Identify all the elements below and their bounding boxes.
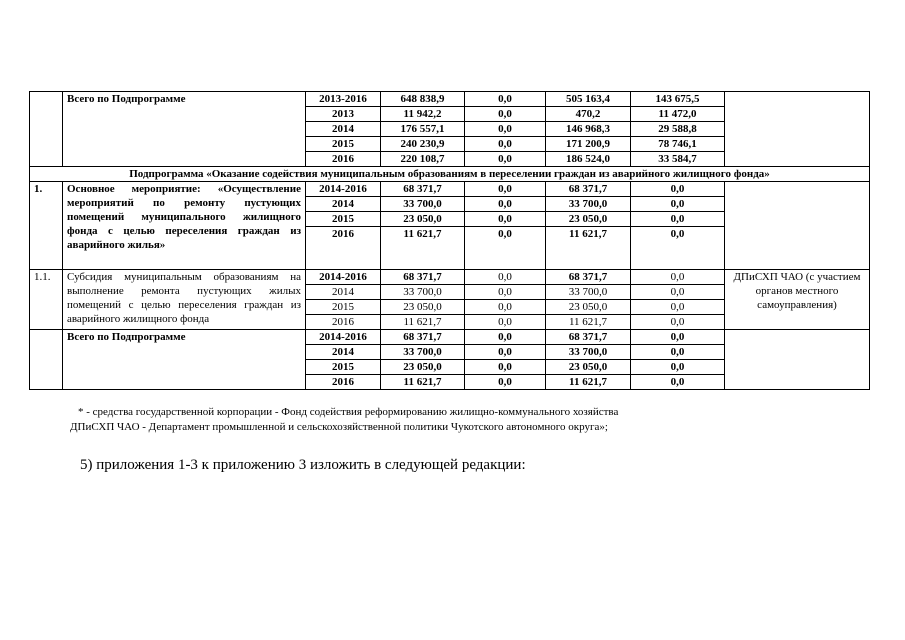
federal-cell: 0,0	[465, 137, 546, 152]
federal-cell: 0,0	[465, 92, 546, 107]
regional-cell: 68 371,7	[546, 270, 631, 285]
year-cell: 2015	[306, 360, 381, 375]
year-cell: 2014-2016	[306, 330, 381, 345]
total-cell: 11 621,7	[381, 315, 465, 330]
year-cell: 2015	[306, 137, 381, 152]
year-cell: 2015	[306, 212, 381, 227]
local-cell: 0,0	[631, 227, 725, 270]
total-cell: 23 050,0	[381, 300, 465, 315]
federal-cell: 0,0	[465, 197, 546, 212]
year-cell: 2016	[306, 227, 381, 270]
row-number-cell	[30, 92, 63, 167]
table-row	[30, 270, 870, 285]
year-cell: 2016	[306, 375, 381, 390]
federal-cell: 0,0	[465, 360, 546, 375]
item-description: Субсидия муниципальным образованиям на выполнение ремонта пустующих жилых помещений с целью переселения граждан из аварийного жилищного фонда	[63, 270, 306, 330]
federal-cell: 0,0	[465, 300, 546, 315]
regional-cell: 505 163,4	[546, 92, 631, 107]
federal-cell: 0,0	[465, 152, 546, 167]
regional-cell: 68 371,7	[546, 330, 631, 345]
footnote-funding-source: * - средства государственной корпорации - Фонд содействия реформированию жилищно-коммунального хозяйства	[78, 406, 619, 418]
table-row	[30, 92, 870, 107]
footnote-abbreviation: ДПиСХП ЧАО - Департамент промышленной и сельскохозяйственной политики Чукотского автономного округа»;	[70, 421, 608, 433]
local-cell: 33 584,7	[631, 152, 725, 167]
total-cell: 33 700,0	[381, 197, 465, 212]
year-cell: 2016	[306, 152, 381, 167]
year-cell: 2014	[306, 345, 381, 360]
federal-cell: 0,0	[465, 270, 546, 285]
federal-cell: 0,0	[465, 122, 546, 137]
total-cell: 240 230,9	[381, 137, 465, 152]
federal-cell: 0,0	[465, 330, 546, 345]
local-cell: 11 472,0	[631, 107, 725, 122]
regional-cell: 470,2	[546, 107, 631, 122]
federal-cell: 0,0	[465, 227, 546, 270]
local-cell: 0,0	[631, 375, 725, 390]
local-cell: 0,0	[631, 315, 725, 330]
year-cell: 2013-2016	[306, 92, 381, 107]
regional-cell: 23 050,0	[546, 300, 631, 315]
regional-cell: 33 700,0	[546, 197, 631, 212]
local-cell: 0,0	[631, 197, 725, 212]
executor-cell	[725, 182, 870, 270]
local-cell: 143 675,5	[631, 92, 725, 107]
year-cell: 2013	[306, 107, 381, 122]
local-cell: 0,0	[631, 330, 725, 345]
subprogram-total-label: Всего по Подпрограмме	[63, 330, 306, 390]
year-cell: 2014-2016	[306, 182, 381, 197]
local-cell: 29 588,8	[631, 122, 725, 137]
subprogram-title: Подпрограмма «Оказание содействия муниципальным образованиям в переселении граждан из аварийного жилищного фонда»	[30, 167, 870, 182]
federal-cell: 0,0	[465, 315, 546, 330]
total-cell: 33 700,0	[381, 285, 465, 300]
regional-cell: 23 050,0	[546, 212, 631, 227]
year-cell: 2014	[306, 122, 381, 137]
regional-cell: 11 621,7	[546, 315, 631, 330]
local-cell: 0,0	[631, 300, 725, 315]
local-cell: 0,0	[631, 345, 725, 360]
item-number: 1.	[30, 182, 63, 270]
regional-cell: 23 050,0	[546, 360, 631, 375]
year-cell: 2014	[306, 197, 381, 212]
subprogram-total-label: Всего по Подпрограмме	[63, 92, 306, 167]
total-cell: 11 621,7	[381, 227, 465, 270]
budget-table	[29, 91, 870, 390]
year-cell: 2015	[306, 300, 381, 315]
total-cell: 33 700,0	[381, 345, 465, 360]
total-cell: 23 050,0	[381, 360, 465, 375]
table-row	[30, 330, 870, 345]
regional-cell: 33 700,0	[546, 285, 631, 300]
local-cell: 0,0	[631, 212, 725, 227]
row-number-cell	[30, 330, 63, 390]
year-cell: 2014-2016	[306, 270, 381, 285]
item-number: 1.1.	[30, 270, 63, 330]
regional-cell: 68 371,7	[546, 182, 631, 197]
total-cell: 68 371,7	[381, 270, 465, 285]
year-cell: 2014	[306, 285, 381, 300]
local-cell: 0,0	[631, 285, 725, 300]
local-cell: 0,0	[631, 360, 725, 375]
federal-cell: 0,0	[465, 182, 546, 197]
federal-cell: 0,0	[465, 212, 546, 227]
total-cell: 68 371,7	[381, 182, 465, 197]
total-cell: 23 050,0	[381, 212, 465, 227]
total-cell: 11 942,2	[381, 107, 465, 122]
federal-cell: 0,0	[465, 345, 546, 360]
regional-cell: 11 621,7	[546, 375, 631, 390]
year-cell: 2016	[306, 315, 381, 330]
local-cell: 0,0	[631, 270, 725, 285]
total-cell: 648 838,9	[381, 92, 465, 107]
total-cell: 11 621,7	[381, 375, 465, 390]
total-cell: 68 371,7	[381, 330, 465, 345]
footnotes	[70, 405, 619, 435]
federal-cell: 0,0	[465, 285, 546, 300]
amendment-paragraph: 5) приложения 1-3 к приложению 3 изложить в следующей редакции:	[80, 457, 526, 473]
executor-cell: ДПиСХП ЧАО (с участием органов местного самоуправления)	[725, 270, 870, 330]
federal-cell: 0,0	[465, 107, 546, 122]
federal-cell: 0,0	[465, 375, 546, 390]
table-row	[30, 167, 870, 182]
regional-cell: 33 700,0	[546, 345, 631, 360]
regional-cell: 171 200,9	[546, 137, 631, 152]
regional-cell: 11 621,7	[546, 227, 631, 270]
executor-cell	[725, 330, 870, 390]
total-cell: 220 108,7	[381, 152, 465, 167]
local-cell: 78 746,1	[631, 137, 725, 152]
item-description: Основное мероприятие: «Осуществление мероприятий по ремонту пустующих помещений муниципального жилищного фонда с целью переселения граждан из аварийного жилья»	[63, 182, 306, 270]
executor-cell	[725, 92, 870, 167]
local-cell: 0,0	[631, 182, 725, 197]
regional-cell: 146 968,3	[546, 122, 631, 137]
regional-cell: 186 524,0	[546, 152, 631, 167]
total-cell: 176 557,1	[381, 122, 465, 137]
table-row	[30, 182, 870, 197]
